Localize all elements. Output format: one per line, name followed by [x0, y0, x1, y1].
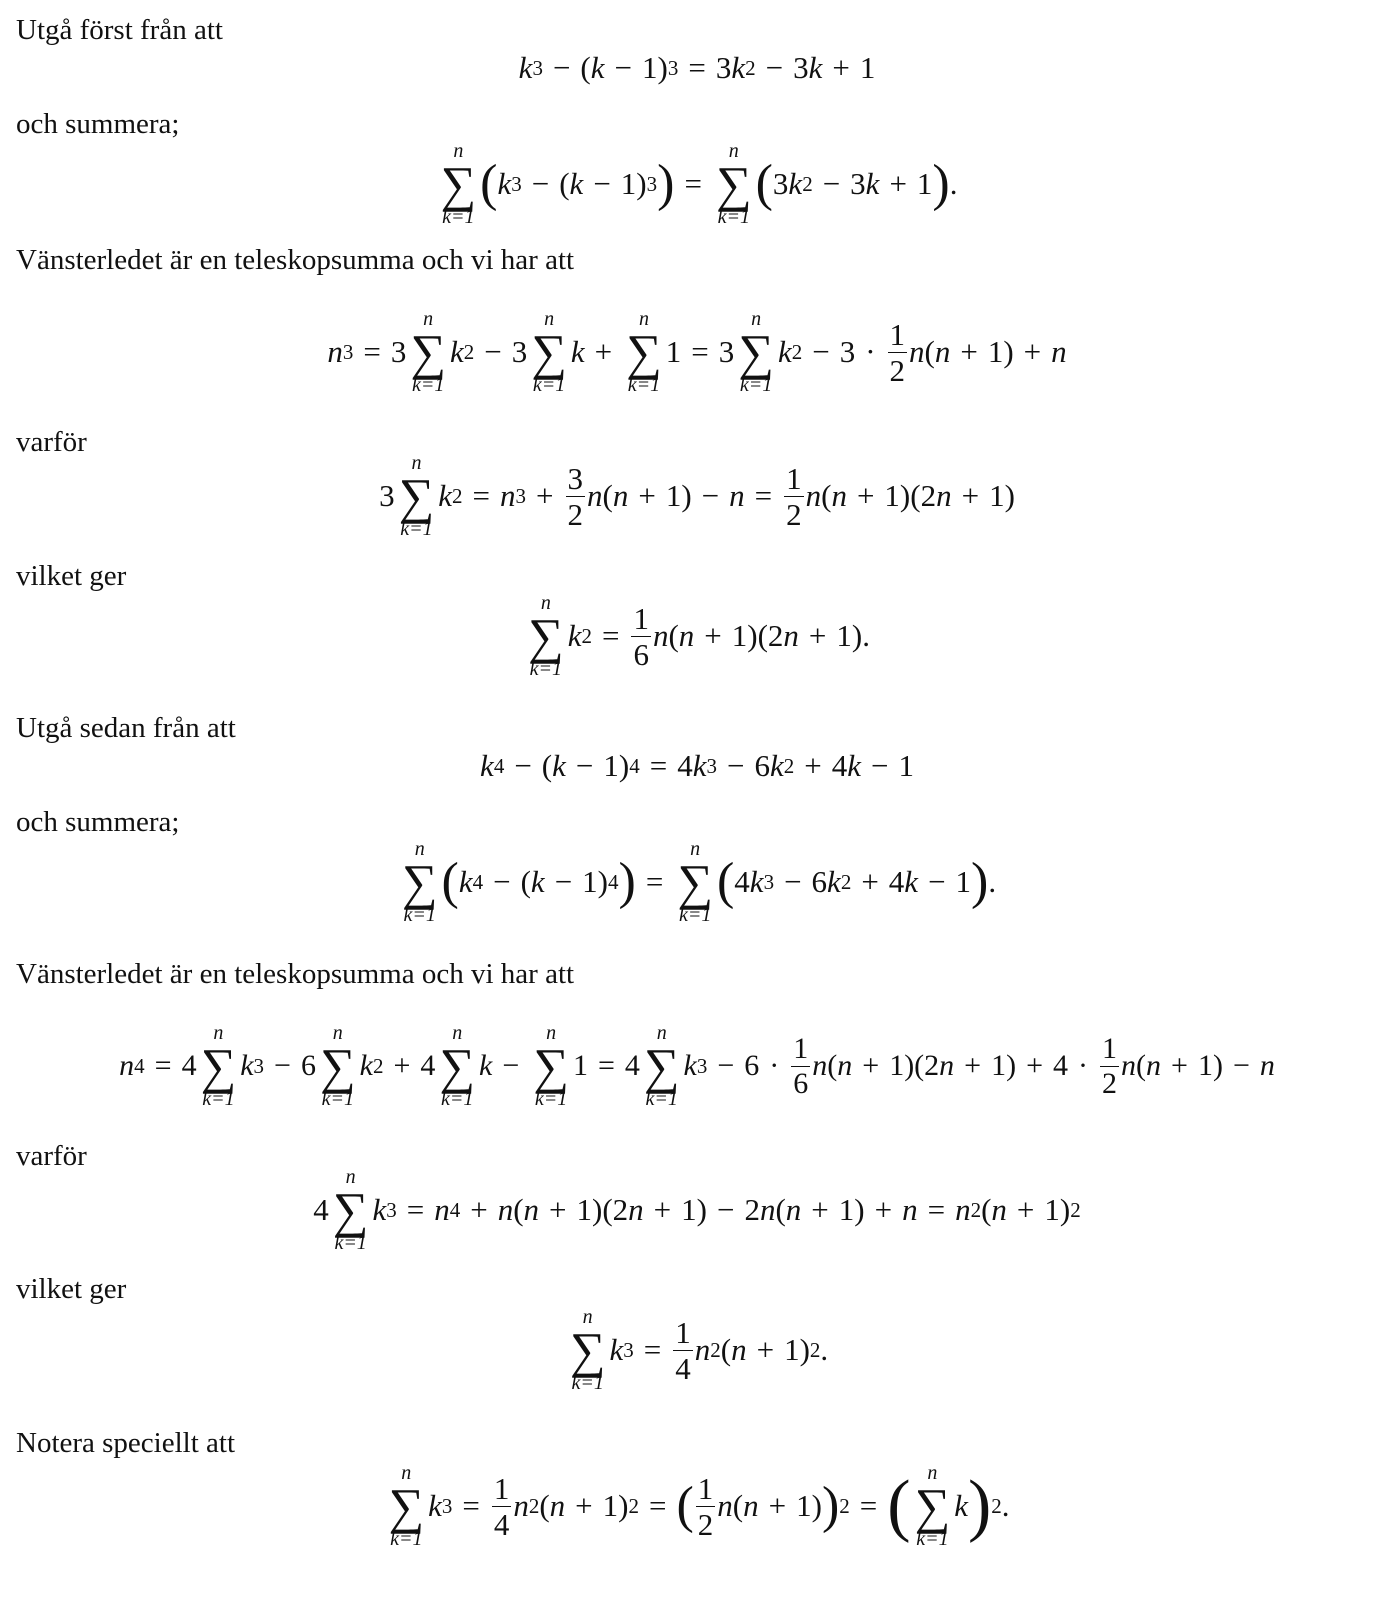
sum-operator: n ∑ k=1 [388, 1462, 425, 1550]
sum-operator: n ∑ k=1 [439, 1022, 476, 1110]
equation-n-fourth-expansion: n 4 = 4 n ∑ k=1 k 3 − 6 n ∑ k=1 k 2 + 4 n ∑ k=1 k − n ∑ k=1 1 = 4 n ∑ k=1 k 3 − 6 · $\frac{1}{6}$ n ( n + 1)(2 n + 1) + 4 · $\frac{1}{2}$ n ( n + 1) − n [119, 1022, 1275, 1110]
equation-cube-difference: k 3 − ( k − 1) 3 = 3 k 2 − 3 k + 1 [518, 50, 876, 85]
sum-operator: n ∑ k=1 [200, 1022, 237, 1110]
text-telescope-1: Vänsterledet är en teleskopsumma och vi har att [16, 244, 575, 276]
sum-operator: n ∑ k=1 [626, 308, 662, 396]
equation-three-sum-k-squared: 3 n ∑ k=1 k 2 = n 3 + $\frac{3}{2}$ n ( n + 1) − n = $\frac{1}{2}$ n ( n + 1)(2 n + 1) [379, 452, 1015, 540]
sum-operator: n ∑ k=1 [440, 140, 477, 228]
equation-summed-cube-difference: n ∑ k=1 ( k 3 − ( k − 1) 3 ) = n ∑ k=1 ( 3 k 2 − 3 k + 1 ) . [440, 140, 958, 228]
text-sum-1: och summera; [16, 108, 180, 140]
text-note: Notera speciellt att [16, 1427, 236, 1459]
sum-operator: n ∑ k=1 [319, 1022, 356, 1110]
sum-operator: n ∑ k=1 [533, 1022, 569, 1110]
equation-n-cubed-expansion: n 3 = 3 n ∑ k=1 k 2 − 3 n ∑ k=1 k + n ∑ k=1 1 = 3 n ∑ k=1 k 2 − 3 · $\frac{1}{2}$ n ( n + 1) + n [327, 308, 1067, 396]
sum-operator: n ∑ k=1 [914, 1462, 951, 1550]
text-therefore-1: varför [16, 426, 87, 458]
sum-operator: n ∑ k=1 [398, 452, 435, 540]
equation-four-sum-k-cubed: 4 n ∑ k=1 k 3 = n 4 + n ( n + 1)(2 n + 1) − 2 n ( n + 1) + n = n 2 ( n + 1) 2 [313, 1166, 1081, 1254]
equation-summed-fourth-power-difference: n ∑ k=1 ( k 4 − ( k − 1) 4 ) = n ∑ k=1 ( 4 k 3 − 6 k 2 + 4 k − 1 ) . [401, 838, 997, 926]
sum-operator: n ∑ k=1 [401, 838, 438, 926]
equation-fourth-power-difference: k 4 − ( k − 1) 4 = 4 k 3 − 6 k 2 + 4 k − 1 [480, 748, 914, 783]
text-intro-1: Utgå först från att [16, 14, 223, 46]
equation-nicomachus-identity: n ∑ k=1 k 3 = $\frac{1}{4}$ n 2 ( n + 1) 2 = ( $\frac{1}{2}$ n ( n + 1) ) 2 = ( n ∑ k=1 k ) 2 . [388, 1462, 1010, 1550]
sum-operator: n ∑ k=1 [643, 1022, 680, 1110]
sum-operator: n ∑ k=1 [528, 592, 564, 680]
equation-sum-k-squared-result: n ∑ k=1 k 2 = $\frac{1}{6}$ n ( n + 1)(2 n + 1). [528, 592, 870, 680]
sum-operator: n ∑ k=1 [677, 838, 713, 926]
sum-operator: n ∑ k=1 [715, 140, 752, 228]
text-intro-2: Utgå sedan från att [16, 712, 236, 744]
sum-operator: n ∑ k=1 [332, 1166, 369, 1254]
sum-operator: n ∑ k=1 [569, 1306, 606, 1394]
text-sum-2: och summera; [16, 806, 180, 838]
text-gives-2: vilket ger [16, 1273, 127, 1305]
text-gives-1: vilket ger [16, 560, 127, 592]
equation-sum-k-cubed-result: n ∑ k=1 k 3 = $\frac{1}{4}$ n 2 ( n + 1) 2 . [569, 1306, 829, 1394]
sum-operator: n ∑ k=1 [531, 308, 567, 396]
sum-operator: n ∑ k=1 [738, 308, 774, 396]
text-telescope-2: Vänsterledet är en teleskopsumma och vi har att [16, 958, 575, 990]
text-therefore-2: varför [16, 1140, 87, 1172]
sum-operator: n ∑ k=1 [410, 308, 446, 396]
